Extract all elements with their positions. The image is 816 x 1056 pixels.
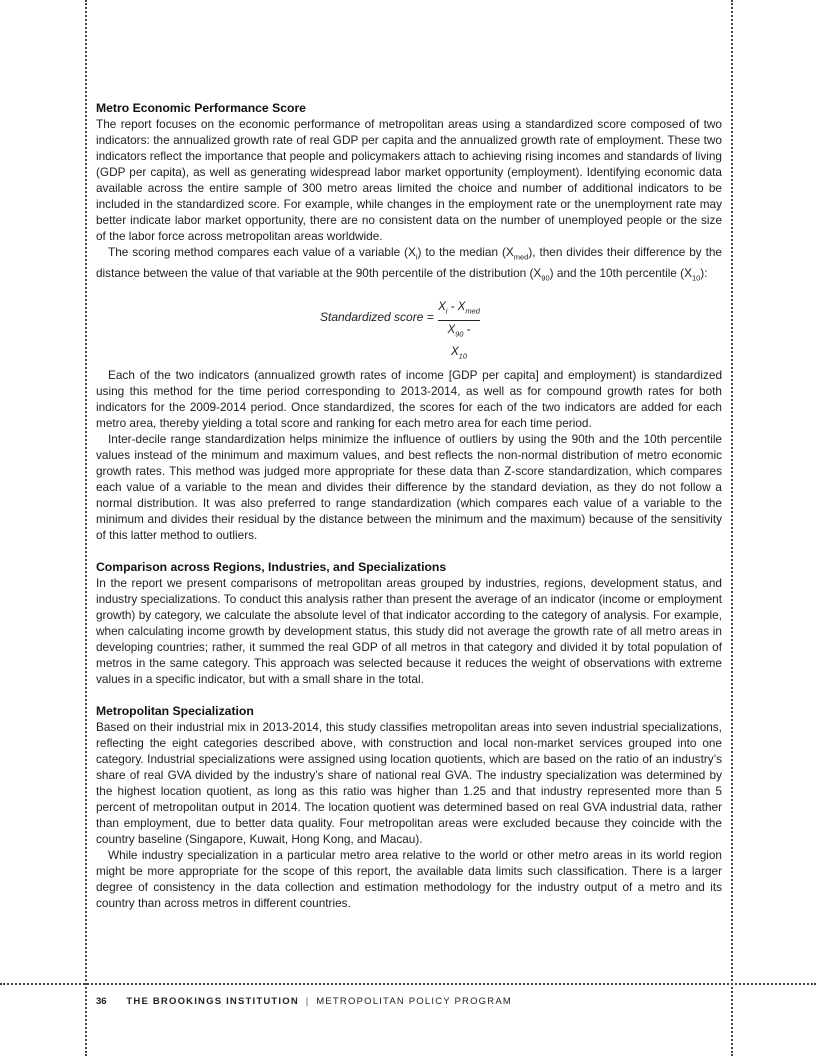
section-metro-economic-performance-score: [96, 100, 722, 543]
footer-dotted-rule: [0, 983, 816, 985]
paragraph: The report focuses on the economic performance of metropolitan areas using a standardized score composed of two indicators: the annualized growth rate of real GDP per capita and the annualized growth rate of employment. These two indicators reflect the importance that people and policymakers attach to achieving rising incomes and standards of living (GDP per capita), as well as generating widespread labor market opportunity (employment). Identifying economic data available across the entire sample of 300 metro areas limited the choice and number of additional indicators to be included in the standardized score. For example, while changes in the employment rate or the unemployment rate may better indicate labor market opportunity, there are no consistent data on the number of unemployed people or the size of the labor force across metropolitan areas worldwide.: [96, 117, 722, 243]
formula-numerator: $X_i - X_{med}$: [438, 300, 480, 316]
left-dotted-margin: [85, 0, 87, 1056]
standardized-score-formula: [96, 287, 722, 367]
section-heading: Metro Economic Performance Score: [96, 101, 306, 115]
program-name: METROPOLITAN POLICY PROGRAM: [316, 996, 512, 1007]
paragraph: Based on their industrial mix in 2013-2014, this study classifies metropolitan areas into seven industrial specializations, reflecting the eight categories described above, with construction and local non-market services grouped into one category. Industrial specializations were assigned using location quotients, which are based on the ratio of an industry’s share of real GVA divided by the industry’s share of national real GVA. The industry specialization was determined by the highest location quotient, as long as this ratio was higher than 1.25 and that industry represented more than 5 percent of metropolitan output in 2014. The location quotient was determined based on real GVA industrial data, rather than employment, due to better data quality. Four metropolitan areas were excluded because they coincide with the country baseline (Singapore, Kuwait, Hong Kong, and Macau).: [96, 719, 722, 846]
formula-label: Standardized score =: [320, 309, 434, 324]
page-number: 36: [96, 996, 107, 1007]
section-metropolitan-specialization: [96, 703, 722, 911]
paragraph-scoring-method: The scoring method compares each value of a variable $(X_i)$ to the median $(X_{med})$, then divides their difference by the distance between the value of that variable at the 90th percentile of the distribution $(X_{90})$ and the 10th percentile $(X_{10})$:: [96, 245, 722, 283]
footer-separator: |: [305, 996, 310, 1007]
paragraph: Inter-decile range standardization helps minimize the influence of outliers by using the 90th and the 10th percentile values instead of the minimum and maximum values, and best reflects the non-normal distribution of metro economic growth rates. This method was judged more appropriate for these data than Z-score standardization, which compares each value of a variable to the mean and divides their difference by the standard deviation, as they do not follow a normal distribution. It was also preferred to range standardization (which compares each value of a variable to the minimum and divides their residual by the distance between the minimum and the maximum) because of the sensitivity of this latter method to outliers.: [96, 431, 722, 542]
page-footer: [96, 996, 512, 1007]
section-heading: Metropolitan Specialization: [96, 703, 254, 718]
right-dotted-margin: [731, 0, 733, 1056]
paragraph: While industry specialization in a particular metro area relative to the world or other metro areas in its world region might be more appropriate for the scope of this report, the available data limits such classification. There is a larger degree of consistency in the data collection and estimation methodology for the industry output of a metro and its country than across metros in different countries.: [96, 847, 722, 910]
paragraph: Each of the two indicators (annualized growth rates of income [GDP per capita] and employment) is standardized using this method for the time period corresponding to 2013-2014, as well as for compound growth rates for both indicators for the 2009-2014 period. Once standardized, the scores for each of the two indicators are added for each metro area, thereby yielding a total score and ranking for each metro area for each time period.: [96, 367, 722, 430]
section-heading: Comparison across Regions, Industries, and Specializations: [96, 559, 447, 574]
page-body: [96, 100, 722, 927]
institution-name: THE BROOKINGS INSTITUTION: [126, 996, 299, 1007]
formula-denominator: $X_{90} - X_{10}$: [447, 324, 471, 361]
paragraph: In the report we present comparisons of metropolitan areas grouped by industries, regions, development status, and industry specializations. To conduct this analysis rather than present the average of an indicator (income or employment growth) by category, we calculate the absolute level of that indicator according to the category of analysis. For example, when calculating income growth by development status, this study did not average the growth rate of all metro areas in developing countries; rather, it summed the real GDP of all metros in that category and divided it by total population of metros in the same category. This approach was selected because it reduces the weight of observations with extreme values in a specific indicator, but with a small share in the total.: [96, 575, 722, 686]
section-comparison: [96, 559, 722, 687]
formula-fraction: [438, 299, 480, 366]
